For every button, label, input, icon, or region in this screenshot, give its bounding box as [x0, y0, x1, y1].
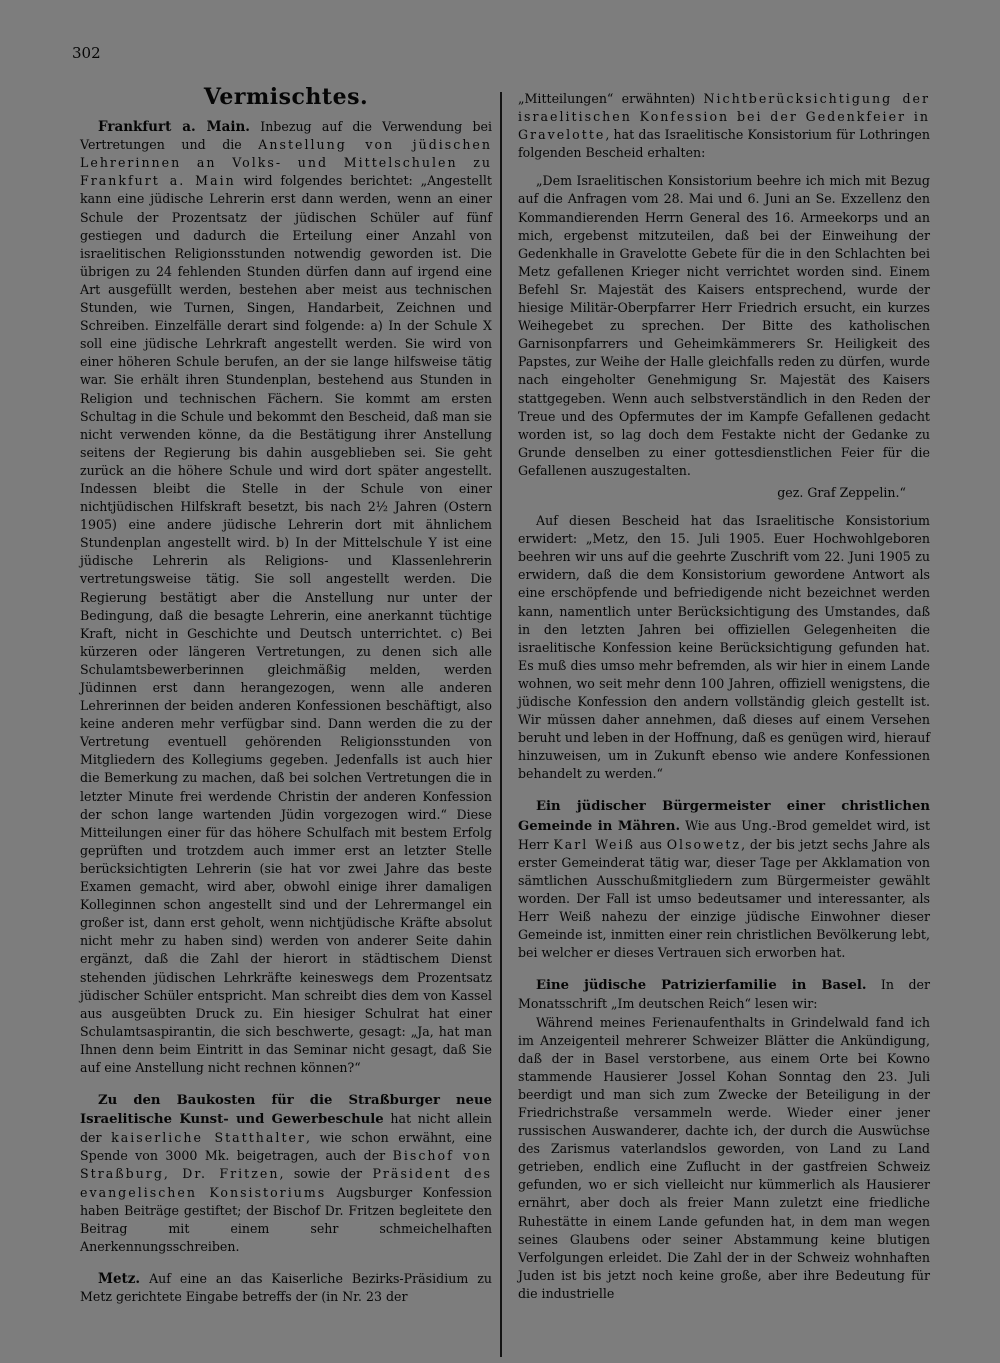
article-buergermeister-title: Ein jüdischer Bürgermeister einer christlichen Gemeinde in Mähren.	[518, 799, 930, 834]
article-metz-cont-spaced: Nichtberücksichtigung der israelitischen Konfession bei der Gedenkfeier in Gravelotte	[518, 91, 931, 143]
article-metz-cont-text2: , hat das Israelitische Konsistorium für Lothringen folgenden Bescheid erhalten:	[518, 127, 930, 161]
left-column	[80, 84, 493, 1306]
article-frankfurt-spaced: Anstellung von jüdischen Lehrerinnen an Volks- und Mittelschulen zu Frankfurt a. Main	[80, 137, 492, 189]
article-basel-text: In der Monatsschrift „Im deutschen Reich“ lesen wir:	[518, 977, 930, 1012]
metz-reply: Auf diesen Bescheid hat das Israelitische Konsistorium erwidert: „Metz, den 15. Juli 1905. Euer Hochwohlgeboren beehren wir uns auf die geehrte Zuschrift vom 22. Juni 1905 zu erwidern, daß die dem Konsistorium gewordene Antwort als eine erschöpfende und befriedigende nicht bezeichnet werden kann, namentlich unter Berücksichtigung des Umstandes, daß in den letzten Jahren bei offiziellen Gelegenheiten die israelitische Konfession keine Berücksichtigung gefunden hat. Es muß dies umso mehr befremden, als wir hier in einem Lande wohnen, wo seit mehr denn 100 Jahren, offiziell wenigstens, die jüdische Konfession den andern vollständig gleich gestellt ist. Wir müssen daher annehmen, daß dieses auf einem Versehen beruht und leben in der Hoffnung, daß es genügen wird, hierauf hinzuweisen, um in Zukunft ebenso wie andere Konfessionen behandelt zu werden.“	[518, 513, 930, 782]
article-strassburg-text2: , wie schon erwähnt, eine Spende von 3000 Mk. beigetragen, auch der	[80, 1130, 492, 1164]
page-number: 302	[72, 44, 101, 62]
article-buergermeister	[518, 797, 930, 962]
article-buergermeister-name: Karl Weiß	[553, 836, 635, 852]
article-strassburg-spaced1: kaiserliche Statthalter	[111, 1130, 306, 1146]
article-frankfurt-lead: Inbezug auf die Verwendung bei Vertretungen und die	[80, 119, 493, 153]
article-strassburg-title: Zu den Baukosten für die Straßburger neue Israelitische Kunst- und Gewerbeschule	[80, 1093, 492, 1128]
article-metz-place: Metz.	[98, 1270, 141, 1287]
article-buergermeister-text1: Wie aus Ung.-Brod gemeldet wird, ist Herr	[518, 817, 930, 852]
article-metz-continued	[518, 90, 930, 162]
metz-letter: „Dem Israelitischen Konsistorium beehre ich mich mit Bezug auf die Anfragen vom 28. Mai und 6. Juni an Se. Exzellenz den Kommandierenden Herrn General des 16. Armeekorps und an mich, ergebenst mitzuteilen, daß bei der Einweihung der Gedenkhalle in Gravelotte Gebete für die in den Schlachten bei Metz gefallenen Krieger nicht verrichtet worden sind. Einem Befehl Sr. Majestät des Kaisers entsprechend, wurde der hiesige Militär-Oberpfarrer Herr Friedrich ersucht, ein kurzes Weihegebet zu sprechen. Der Bitte des katholischen Garnisonpfarrers und Geheimkämmerers Sr. Heiligkeit des Papstes, zur Weihe der Halle gleichfalls reden zu dürfen, wurde nach eingeholter Genehmigung Sr. Majestät des Kaisers stattgegeben. Wenn auch selbstverständlich in den Reden der Treue und des Opfermutes der im Kampfe Gefallenen gedacht worden ist, so lag doch dem Festakte nicht der Gedanke zu Grunde denselben zu einer gottesdienstlichen Feier für die Gefallenen auszugestalten.	[518, 173, 930, 478]
article-strassburg	[80, 1091, 492, 1256]
article-strassburg-spaced3: Präsident des evangelischen Konsistoriums	[80, 1166, 492, 1200]
article-metz	[80, 1270, 492, 1306]
article-strassburg-text3: , sowie der	[279, 1166, 373, 1182]
article-strassburg-spaced2: Bischof von Straßburg, Dr. Fritzen	[80, 1148, 492, 1182]
article-basel	[518, 976, 930, 1013]
article-frankfurt-body: wird folgendes berichtet: „Angestellt kann eine jüdische Lehrerin erst dann werden, wenn an einer Schule der Prozentsatz der jüdischen Schüler auf fünf gestiegen und dadurch die Erteilung einer Anzahl von israelitischen Religionsstunden notwendig geworden ist. Die übrigen zu 24 fehlenden Stunden dürfen dann auf irgend eine Art ausgefüllt werden, bestehen aber meist aus technischen Stunden, wie Turnen, Singen, Handarbeit, Zeichnen und Schreiben. Einzelfälle derart sind folgende: a) In der Schule X soll eine jüdische Lehrkraft angestellt werden. Sie wird von einer höheren Schule berufen, an der sie lange hilfsweise tätig war. Sie erhält ihren Stundenplan, bestehend aus Stunden in Religion und technischen Fächern. Sie kommt am ersten Schultag in die Schule und bekommt den Bescheid, daß man sie nicht verwenden könne, da die Bestätigung ihrer Anstellung seitens der Regierung bis dahin ausgeblieben sei. Sie geht zurück an die höhere Schule und wird dort später angestellt. Indessen bleibt die Stelle in der Schule von einer nichtjüdischen Hilfskraft besetzt, bis nach 2½ Jahren (Ostern 1905) eine andere jüdische Lehrerin dort mit ähnlichem Stundenplan angestellt wird. b) In der Mittelschule Y ist eine jüdische Lehrerin als Religions- und Klassenlehrerin vertretungsweise tätig. Sie soll angestellt werden. Die Regierung bestätigt aber die Anstellung nur unter der Bedingung, daß die besagte Lehrerin, eine anerkannt tüchtige Kraft, nicht in Geschichte und Deutsch unterrichtet. c) Bei kürzeren oder längeren Vertretungen, zu denen sich alle Schulamtsbewerberinnen gleichmäßig melden, werden Jüdinnen erst dann herangezogen, wenn alle anderen Lehrerinnen der beiden anderen Konfessionen beschäftigt, also keine anderen mehr verfügbar sind. Dann werden die zu der Vertretung eventuell gehörenden Religionsstunden von Mitgliedern des Kollegiums gegeben. Jedenfalls ist auch hier die Bemerkung zu machen, daß bei solchen Vertretungen die in letzter Minute frei werdende Christin der anderen Konfession der schon lange wartenden Jüdin vorgezogen wird.“ Diese Mitteilungen einer für das höhere Schulfach mit bestem Erfolg geprüften und trotzdem auch immer erst an letzter Stelle berücksichtigten Lehrerin (sie hat vor zwei Jahre das beste Examen gemacht, wird aber, obwohl einige ihrer damaligen Kolleginnen schon angestellt sind und der Lehrermangel ein großer ist, dann erst geholt, wenn nichtjüdische Kräfte absolut nicht mehr zu haben sind) werden von anderer Seite dahin ergänzt, daß die Zahl der hierort in städtischem Dienst stehenden jüdischen Lehrkräfte keineswegs dem Prozentsatz jüdischer Schüler entspricht. Man schreibt dies dem von Kassel aus ausgeübten Druck zu. Ein hiesiger Schulrat hat einer Schulamtsaspirantin, die sich beschwerte, gesagt: „Ja, hat man Ihnen denn beim Eintritt in das Seminar nicht gesagt, daß Sie auf eine Anstellung nicht rechnen können?“	[80, 173, 492, 1075]
column-divider	[500, 92, 502, 1357]
section-title: Vermischtes.	[203, 84, 369, 110]
article-buergermeister-town: Olsowetz	[666, 836, 742, 852]
article-frankfurt-place: Frankfurt a. Main.	[98, 119, 250, 136]
article-basel-title: Eine jüdische Patrizierfamilie in Basel.	[536, 978, 867, 994]
article-metz-text: Auf eine an das Kaiserliche Bezirks-Präsidium zu Metz gerichtete Eingabe betreffs der (in Nr. 23 der	[80, 1270, 492, 1304]
right-column	[518, 90, 930, 1303]
article-strassburg-text4: Augsburger Konfession haben Beiträge gestiftet; der Bischof Dr. Fritzen begleitete den Beitrag mit einem sehr schmeichelhaften Anerkennungsschreiben.	[80, 1184, 492, 1254]
article-strassburg-text1: hat nicht allein der	[80, 1111, 492, 1146]
article-frankfurt	[80, 118, 492, 1077]
article-basel-body: Während meines Ferienaufenthalts in Grindelwald fand ich im Anzeigenteil mehrerer Schweizer Blätter die Ankündigung, daß der in Basel verstorbene, aus einem Orte bei Kowno stammende Hausierer Jossel Kohan Sonntag den 23. Juli beerdigt und man sich zum Zwecke der Beteiligung in der Friedrichstraße versammeln werde. Wieder einer jener russischen Auswanderer, dachte ich, der durch die Auswüchse des Zarismus vaterlandslos geworden, von Land zu Land getrieben, endlich eine Zuflucht in der gastfreien Schweiz gefunden, wo er sich vielleicht nur kümmerlich als Hausierer ernährt, aber doch als freier Mann zuletzt eine friedliche Ruhestätte in einem Lande gefunden hat, in dem man wegen seines Glaubens oder seiner Abstammung keine blutigen Verfolgungen erleidet. Die Zahl der in der Schweiz wohnhaften Juden ist bis jetzt noch keine große, aber ihre Bedeutung für die industrielle	[518, 1014, 930, 1301]
article-buergermeister-text3: , der bis jetzt sechs Jahre als erster Gemeinderat tätig war, dieser Tage per Akklamation von sämtlichen Ausschußmitgliedern zum Bürgermeister gewählt worden. Der Fall ist umso bedeutsamer und interessanter, als Herr Weiß nahezu der einzige jüdische Einwohner dieser Gemeinde ist, inmitten einer rein christlichen Bevölkerung lebt, bei welcher er dieses Vertrauen sich erworben hat.	[518, 836, 931, 961]
metz-letter-signature: gez. Graf Zeppelin.“	[777, 484, 906, 500]
article-buergermeister-text2: aus	[634, 836, 667, 852]
article-metz-cont-text1: „Mitteilungen“ erwähnten)	[518, 91, 704, 106]
